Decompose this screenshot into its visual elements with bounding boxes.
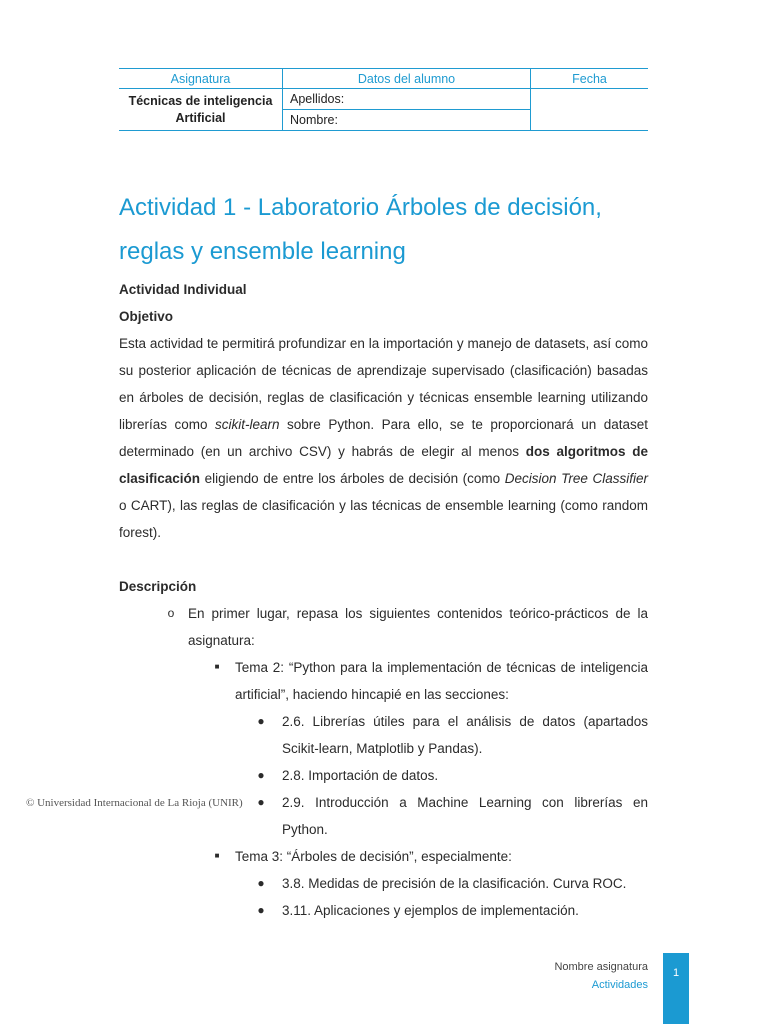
list-item-text: Tema 3: “Árboles de decisión”, especialmente: — [235, 849, 512, 864]
dot-bullet-icon: ● — [257, 714, 265, 728]
dot-bullet-icon: ● — [257, 768, 265, 782]
list-item-text: En primer lugar, repasa los siguientes contenidos teórico-prácticos de la asignatura: — [188, 606, 648, 648]
document-body — [119, 276, 648, 924]
dot-bullet-icon: ● — [257, 903, 265, 917]
title-line2: reglas y ensemble learning — [119, 238, 406, 265]
objective-text-1: Esta actividad te permitirá profundizar en la importación y manejo de datasets, así como su posterior aplicación de técnicas de aprendizaje supervisado (clasificación) basadas en árboles de decisión, reglas de clasificación y técnicas ensemble learning utilizando librerías como — [119, 336, 648, 432]
date-field — [531, 89, 649, 131]
subject-name — [119, 89, 283, 131]
list-item — [119, 708, 648, 762]
page-number: 1 — [663, 953, 689, 1024]
surname-field: Apellidos: — [283, 89, 531, 110]
objective-italic-1: scikit-learn — [215, 417, 280, 432]
col-student-header: Datos del alumno — [283, 69, 531, 89]
list-item-text: 3.11. Aplicaciones y ejemplos de implementación. — [282, 903, 579, 918]
page-footer — [554, 958, 648, 994]
square-bullet-icon: ■ — [214, 851, 220, 860]
list-item-text: 3.8. Medidas de precisión de la clasificación. Curva ROC. — [282, 876, 627, 891]
list-item-text: 2.6. Librerías útiles para el análisis de datos (apartados Scikit-learn, Matplotlib y Pandas). — [282, 714, 648, 756]
list-item-tema3 — [119, 843, 648, 870]
list-item-text: 2.9. Introducción a Machine Learning con librerías en Python. — [282, 795, 648, 837]
description-heading: Descripción — [119, 579, 197, 594]
title-line1: Actividad 1 - Laboratorio Árboles de decisión, — [119, 194, 602, 221]
list-item-tema2 — [119, 654, 648, 708]
footer-subject: Nombre asignatura — [554, 961, 648, 973]
list-item-text: Tema 2: “Python para la implementación de técnicas de inteligencia artificial”, haciendo hincapié en las secciones: — [235, 660, 648, 702]
circle-bullet-icon: o — [167, 606, 175, 620]
subject-name-line1: Técnicas de inteligencia — [128, 93, 273, 108]
list-item — [119, 870, 648, 897]
footer-section: Actividades — [591, 979, 648, 991]
header-table — [119, 68, 648, 131]
col-subject-header: Asignatura — [119, 69, 283, 89]
dot-bullet-icon: ● — [257, 876, 265, 890]
objective-heading: Objetivo — [119, 309, 174, 324]
copyright-notice: © Universidad Internacional de La Rioja (UNIR) — [26, 797, 243, 809]
list-item-text: 2.8. Importación de datos. — [282, 768, 439, 783]
subject-name-line2: Artificial — [175, 110, 226, 125]
list-item — [119, 600, 648, 654]
list-item — [119, 897, 648, 924]
objective-italic-2: Decision Tree Classifier — [504, 471, 648, 486]
individual-label: Actividad Individual — [119, 282, 247, 297]
col-date-header: Fecha — [531, 69, 649, 89]
list-item — [119, 762, 648, 789]
objective-text-2: sobre Python. Para ello, se te proporcionará un dataset determinado (en un archivo CSV) y habrás de elegir al menos — [119, 417, 648, 459]
objective-text-3: eligiendo de entre los árboles de decisión (como — [200, 471, 505, 486]
dot-bullet-icon: ● — [257, 795, 265, 809]
objective-bold: dos algoritmos de clasificación — [119, 444, 648, 486]
objective-text-4: o CART), las reglas de clasificación y las técnicas de ensemble learning (como random forest). — [119, 498, 648, 540]
activity-title — [119, 186, 679, 274]
name-field: Nombre: — [283, 110, 531, 131]
square-bullet-icon: ■ — [214, 662, 220, 671]
objective-paragraph — [119, 330, 648, 546]
